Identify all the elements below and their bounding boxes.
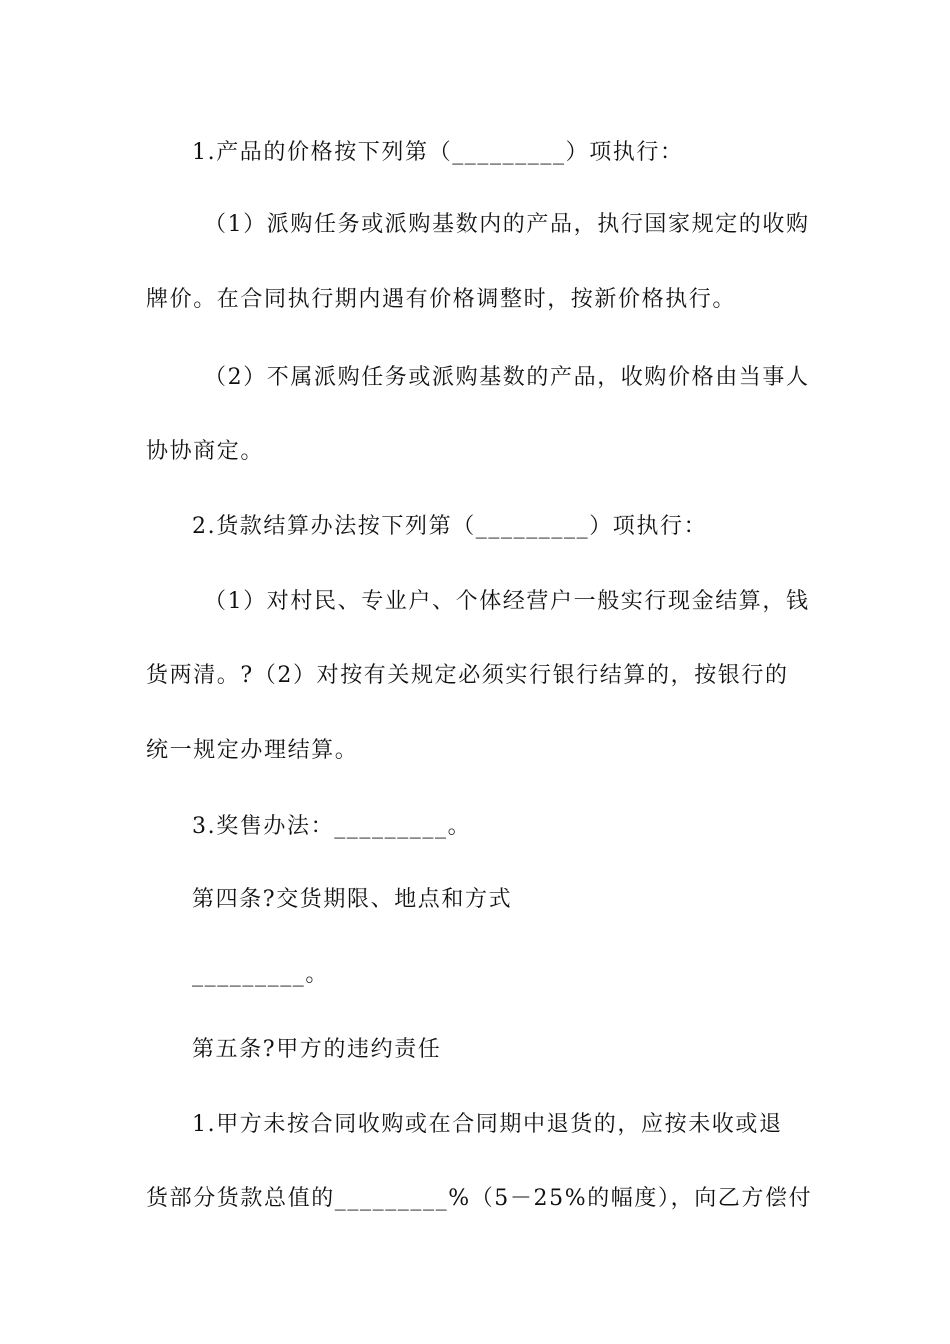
clause-payment-method: 2.货款结算办法按下列第（_________）项执行：: [192, 514, 708, 539]
clause-payment-option-2-cont: 统一规定办理结算。: [146, 738, 359, 763]
article-4-heading: 第四条?交货期限、地点和方式: [192, 887, 513, 912]
article-4-blank: _________。: [192, 962, 329, 987]
clause-price-option-1-cont: 牌价。在合同执行期内遇有价格调整时，按新价格执行。: [146, 287, 737, 312]
clause-payment-option-1: （1）对村民、专业户、个体经营户一般实行现金结算，钱: [204, 589, 810, 614]
clause-reward-method: 3.奖售办法：_________。: [192, 814, 472, 839]
clause-price-method: 1.产品的价格按下列第（_________）项执行：: [192, 140, 684, 165]
article-5-clause-1-cont: 货部分货款总值的_________%（5－25%的幅度），向乙方偿付: [146, 1186, 813, 1211]
clause-price-option-2-cont: 协协商定。: [146, 439, 265, 464]
article-5-heading: 第五条?甲方的违约责任: [192, 1037, 442, 1062]
article-5-clause-1: 1.甲方未按合同收购或在合同期中退货的，应按未收或退: [192, 1112, 783, 1137]
clause-price-option-2: （2）不属派购任务或派购基数的产品，收购价格由当事人: [204, 365, 810, 390]
clause-payment-option-2: 货两清。?（2）对按有关规定必须实行银行结算的，按银行的: [146, 663, 789, 688]
clause-price-option-1: （1）派购任务或派购基数内的产品，执行国家规定的收购: [204, 212, 810, 237]
